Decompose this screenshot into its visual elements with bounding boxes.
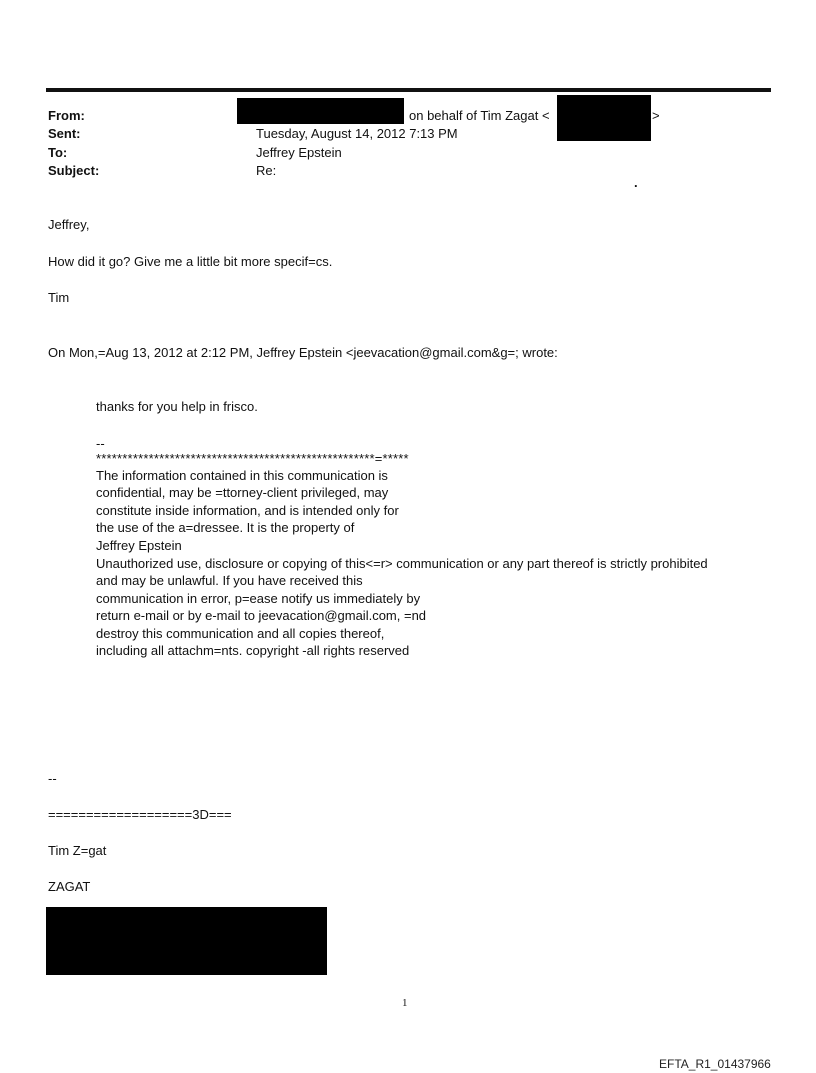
quoted-stars: *****************************************************=*****	[96, 451, 409, 466]
signature-dashes: --	[48, 771, 57, 786]
signature-name: Tim Z=gat	[48, 843, 107, 858]
body-line: How did it go? Give me a little bit more specif=cs.	[48, 254, 333, 269]
from-value: on behalf of Tim Zagat <	[409, 108, 550, 123]
quote-intro: On Mon,=Aug 13, 2012 at 2:12 PM, Jeffrey Epstein <jeevacation@gmail.com&g=; wrote:	[48, 345, 558, 360]
to-label: To:	[48, 145, 68, 160]
redaction-from-email	[557, 95, 651, 141]
disclaimer-line: return e-mail or by e-mail to jeevacation@gmail.com, =nd	[96, 608, 427, 623]
redaction-from-name	[237, 98, 404, 124]
sent-value: Tuesday, August 14, 2012 7:13 PM	[256, 126, 458, 141]
redaction-signature-block	[46, 907, 327, 975]
greeting: Jeffrey,	[48, 217, 90, 232]
sent-label: Sent:	[48, 126, 81, 141]
signature-company: ZAGAT	[48, 879, 91, 894]
disclaimer-line: the use of the a=dressee. It is the property of	[96, 520, 355, 535]
signoff: Tim	[48, 290, 70, 305]
subject-label: Subject:	[48, 163, 100, 178]
to-value: Jeffrey Epstein	[256, 145, 342, 160]
disclaimer-line: Unauthorized use, disclosure or copying of this<=r> communication or any part thereof is strictly prohibited	[96, 556, 708, 571]
disclaimer-line: confidential, may be =ttorney-client privileged, may	[96, 485, 389, 500]
disclaimer-line: The information contained in this communication is	[96, 468, 388, 483]
stray-dot: .	[634, 175, 638, 190]
disclaimer-line: including all attachm=nts. copyright -all rights reserved	[96, 643, 410, 658]
page-number: 1	[402, 997, 408, 1009]
disclaimer-line: constitute inside information, and is intended only for	[96, 503, 399, 518]
bates-number: EFTA_R1_01437966	[659, 1057, 771, 1071]
from-label: From:	[48, 108, 85, 123]
disclaimer-line: Jeffrey Epstein	[96, 538, 182, 553]
disclaimer-line: and may be unlawful. If you have received this	[96, 573, 363, 588]
header-rule	[46, 88, 771, 92]
signature-separator: ===================3D===	[48, 807, 232, 822]
quoted-message: thanks for you help in frisco.	[96, 399, 258, 414]
disclaimer-line: destroy this communication and all copies thereof,	[96, 626, 385, 641]
quoted-dashes: --	[96, 436, 105, 451]
from-close: >	[652, 108, 660, 123]
subject-value: Re:	[256, 163, 277, 178]
disclaimer-line: communication in error, p=ease notify us immediately by	[96, 591, 421, 606]
